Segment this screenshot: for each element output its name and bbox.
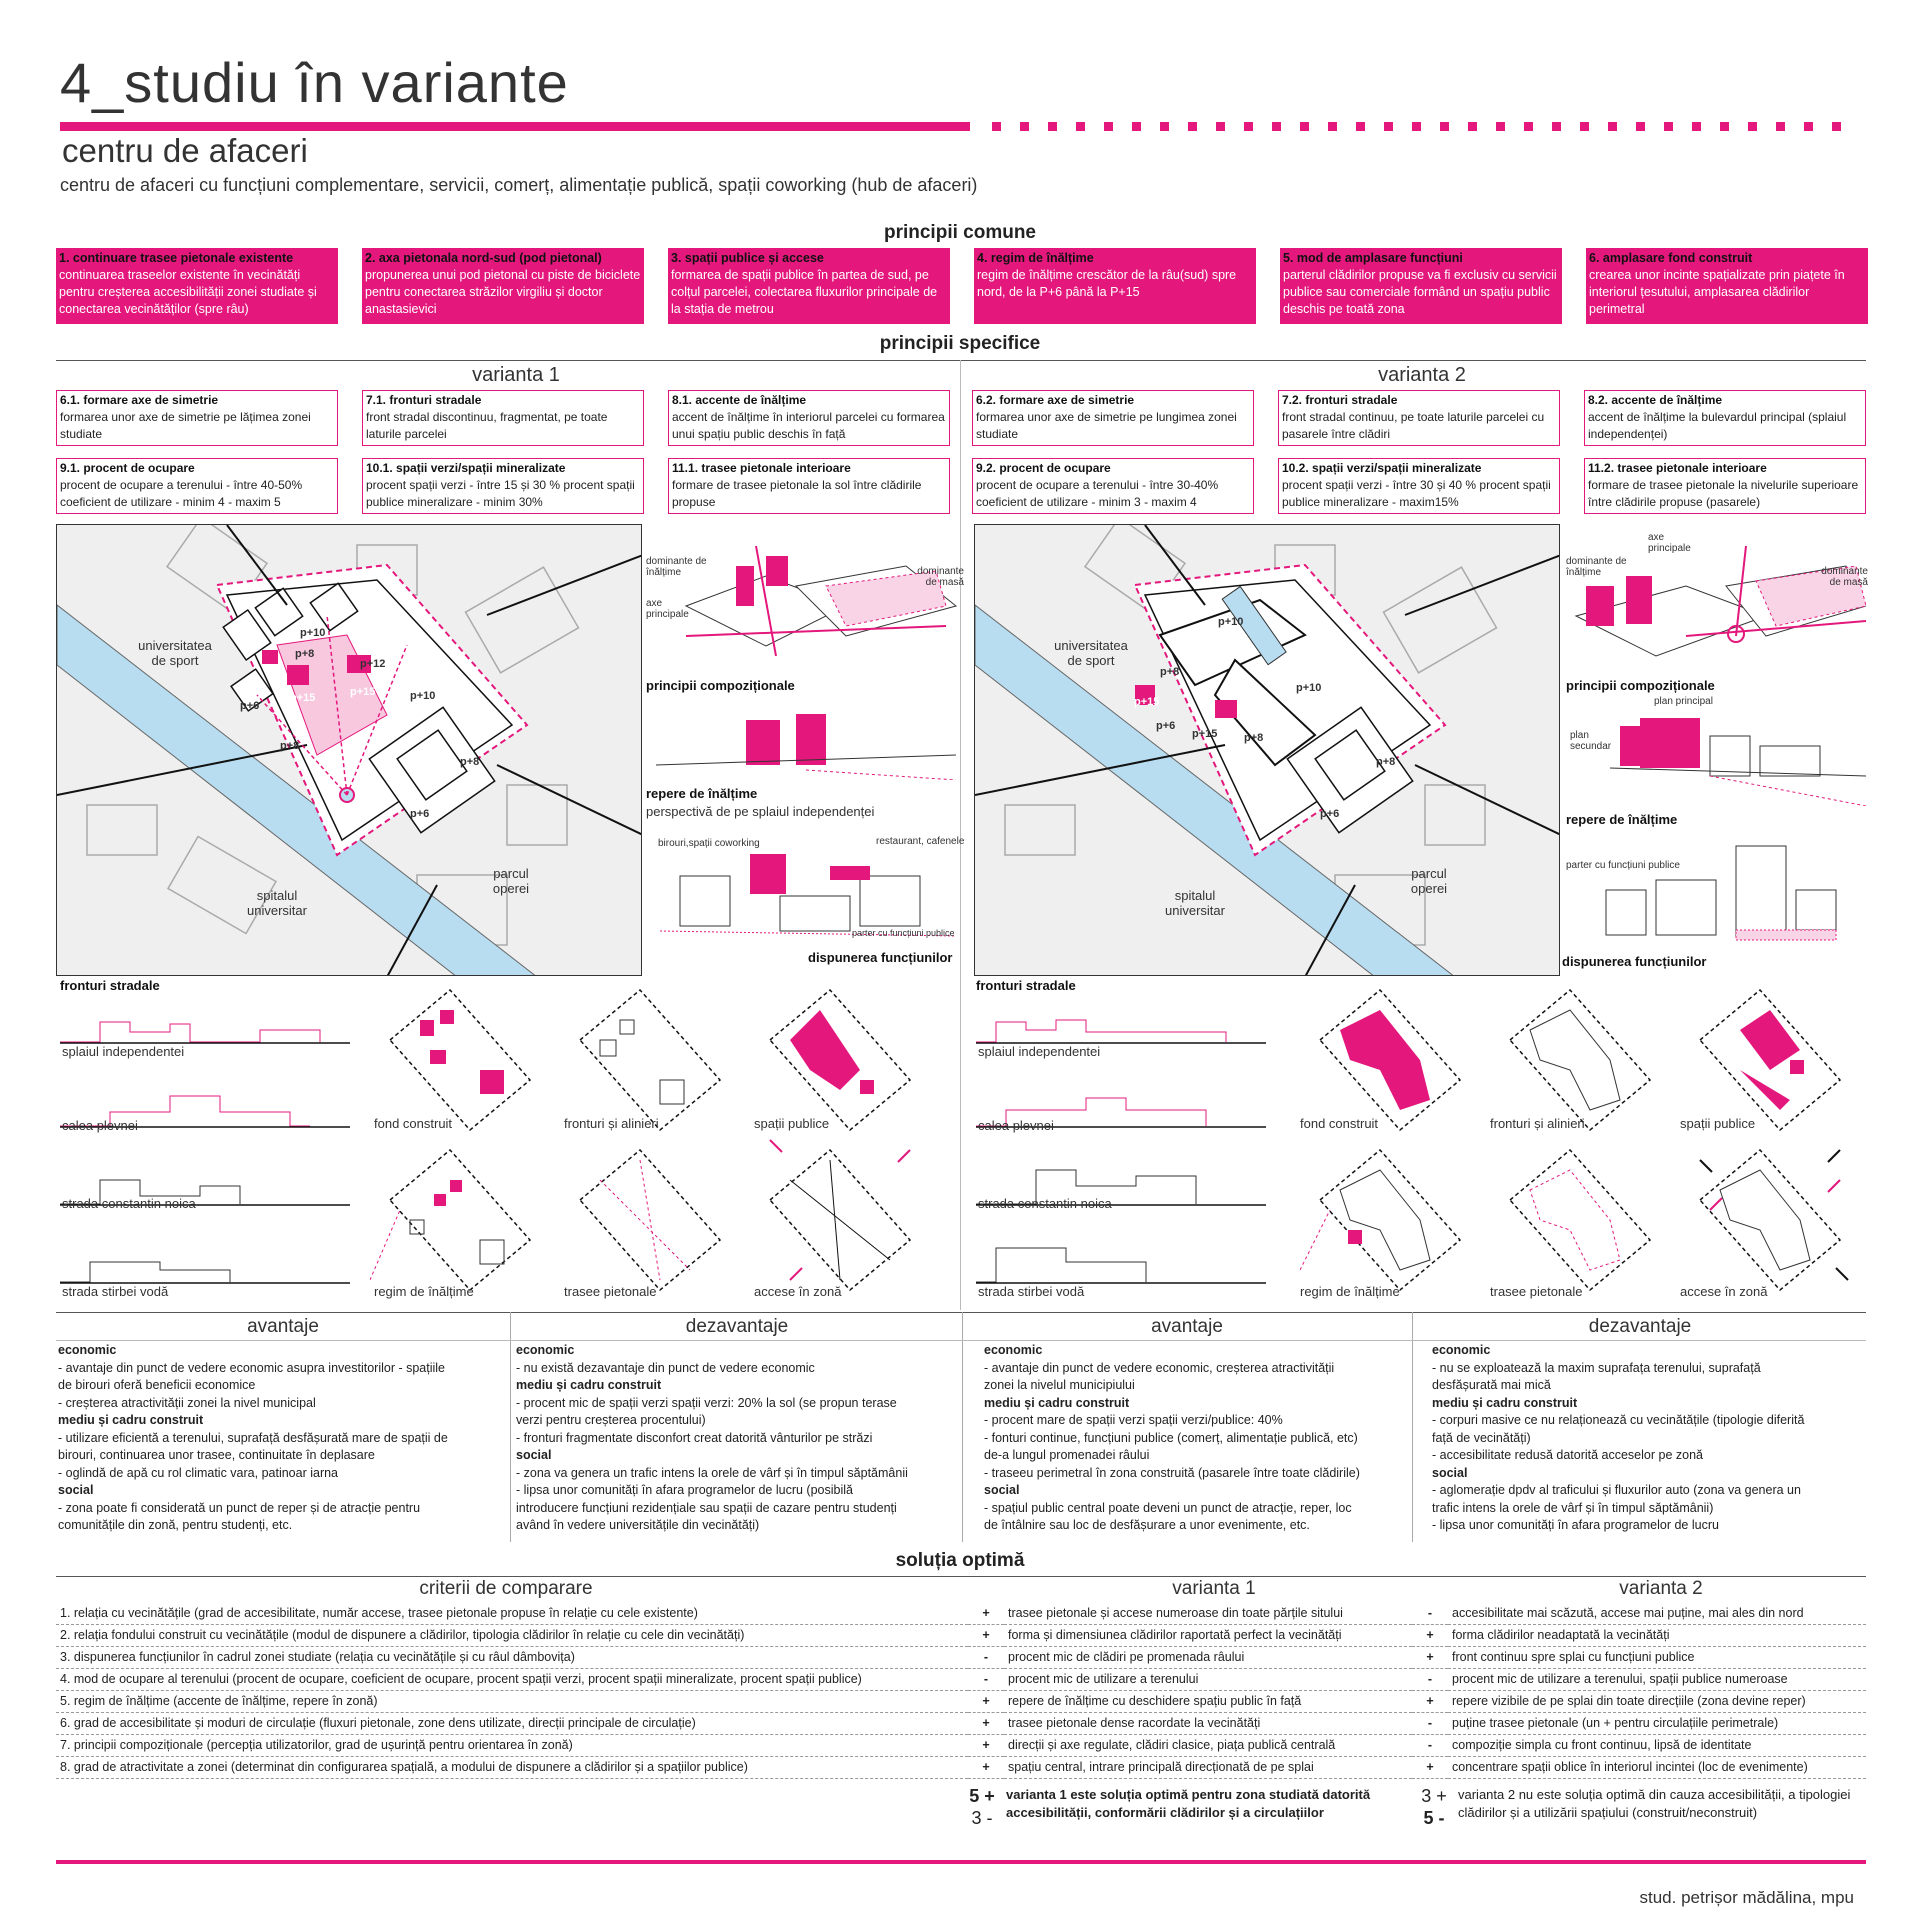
- v1-description-cell: forma și dimensiunea clădirilor raportată perfect la vecinătăți: [1004, 1624, 1412, 1646]
- v2-sign-cell: -: [1412, 1712, 1448, 1734]
- table-row: [56, 1712, 1866, 1734]
- criterion-cell: 1. relația cu vecinătățile (grad de accesibilitate, număr accese, trasee pietonale propuse în relație cu cele existente): [56, 1602, 968, 1624]
- divider: [56, 1340, 1866, 1341]
- v1-principle-11-1: 11.1. trasee pietonale interioare formare de trasee pietonale la sol între clădirile propuse: [668, 458, 950, 514]
- category-heading: economic: [58, 1343, 117, 1357]
- v1-score-plus: 5 +: [969, 1786, 995, 1806]
- height-label: p+6: [410, 808, 430, 820]
- v2-analysis-diagrams: [1300, 980, 1860, 1300]
- v2-score-plus: 3 +: [1421, 1786, 1447, 1806]
- list-item: - creșterea atractivității zonei la nivel municipal: [58, 1395, 316, 1410]
- label-axe-principale: axe principale: [646, 598, 689, 620]
- v2-principle-11-2: 11.2. trasee pietonale interioare formare de trasee pietonale la nivelurile superioare între clădirile propuse (pasarele): [1584, 458, 1866, 514]
- common-principle-6: 6. amplasare fond construit crearea unor incinte spațializate prin piațete în interiorul țesutului, amplasarea clădirilor perimetral: [1586, 248, 1868, 324]
- v2-conclusion: varianta 2 nu este soluția optimă din cauza accesibilității, a tipologiei clădirilor și a utilizării spațiului (construit/neconstruit): [1458, 1787, 1851, 1820]
- v1-principle-8-1: 8.1. accente de înălțime accent de înălțime în interiorul parcelei cu formarea unui spațiu public deschis în față: [668, 390, 950, 446]
- list-item: introducere funcțiuni rezidențiale sau spații de cazare pentru studenți: [516, 1500, 897, 1515]
- list-item: trafic intens la orele de vârf și în timpul săptămânii): [1432, 1500, 1714, 1515]
- common-principle-5: 5. mod de amplasare funcțiuni parterul clădirilor propuse va fi exclusiv cu servicii publice sau comerciale formând un spațiu public deschis pe toată zona: [1280, 248, 1562, 324]
- v2-advantages-heading: avantaje: [1151, 1316, 1223, 1337]
- comparison-table: [56, 1602, 1866, 1779]
- v2-principle-8-2: 8.2. accente de înălțime accent de înălțime la bulevardul principal (splaiul independenței): [1584, 390, 1866, 446]
- v1-sign-cell: -: [968, 1646, 1004, 1668]
- height-label: p+8: [280, 740, 300, 752]
- table-row: [56, 1756, 1866, 1778]
- height-label: p+6: [1320, 808, 1340, 820]
- label-axe-principale: axe principale: [1648, 532, 1691, 554]
- label-dispunerea: dispunerea funcțiunilor: [808, 950, 953, 965]
- v1-sign-cell: -: [968, 1668, 1004, 1690]
- criteria-heading: criterii de comparare: [419, 1578, 593, 1599]
- v1-principle-10-1: 10.1. spații verzi/spații mineralizate procent spații verzi - între 15 și 30 % procent spații publice mineralizare - minim 30%: [362, 458, 644, 514]
- map-label-hospital: spitalul universitar: [247, 888, 307, 918]
- table-row: [56, 1624, 1866, 1646]
- list-item: birouri, continuarea unor trasee, continuitate în deplasare: [58, 1448, 375, 1462]
- v1-principle-9-1: 9.1. procent de ocupare procent de ocupare a terenului - între 40-50% coeficient de utilizare - minim 4 - maxim 5: [56, 458, 338, 514]
- map-label-university: universitatea de sport: [1054, 638, 1128, 668]
- street-label: strada stirbei vodă: [978, 1284, 1085, 1299]
- category-heading: mediu și cadru construit: [1432, 1395, 1578, 1410]
- street-label: strada stirbei vodă: [62, 1284, 169, 1299]
- category-heading: economic: [1432, 1343, 1491, 1357]
- height-label: p+15: [350, 686, 376, 698]
- v1-principle-7-1: 7.1. fronturi stradale front stradal discontinuu, fragmentat, pe toate laturile parcelei: [362, 390, 644, 446]
- v1-sign-cell: +: [968, 1690, 1004, 1712]
- v1-score-minus: 3 -: [971, 1808, 993, 1828]
- v1-conclusion: varianta 1 este soluția optimă pentru zona studiată datorită accesibilității, conformării clădirilor și a circulațiilor: [1006, 1787, 1371, 1820]
- v2-description-cell: forma clădirilor neadaptată la vecinătăți: [1448, 1624, 1866, 1646]
- category-heading: mediu și cadru construit: [984, 1395, 1130, 1410]
- diagram-label: regim de înălțime: [374, 1284, 474, 1299]
- diagram-label: spații publice: [754, 1116, 830, 1131]
- site-plan-variant-1: [56, 524, 642, 976]
- page-subtitle: centru de afaceri: [62, 132, 308, 169]
- v2-sign-cell: +: [1412, 1690, 1448, 1712]
- height-label: p+6: [240, 700, 260, 712]
- common-principle-1: 1. continuare trasee pietonale existente continuarea traseelor existente în vecinătăți pentru creșterea accesibilității zonei studiate și conectarea vecinătăților (spre râu): [56, 248, 338, 324]
- height-label: p+10: [410, 690, 436, 702]
- variant-1-column-heading: varianta 1: [1172, 1578, 1256, 1599]
- v1-description-cell: trasee pietonale dense racordate la vecinătăți: [1004, 1712, 1412, 1734]
- map-label-park: parcul operei: [1410, 866, 1448, 896]
- map-label-university: universitatea de sport: [138, 638, 212, 668]
- list-item: - lipsa unor comunități în afara programelor de lucru: [1432, 1518, 1719, 1532]
- list-item: - traseeu perimetral în zona construită (pasarele între toate clădirile): [984, 1465, 1360, 1480]
- criterion-cell: 8. grad de atractivitate a zonei (determinat din configurarea spațială, a modului de dispunere a clădirilor și a spațiilor publice): [56, 1756, 968, 1778]
- list-item: verzi pentru creșterea procentului): [516, 1413, 706, 1427]
- list-item: desfășurată mai mică: [1432, 1378, 1551, 1392]
- height-label: p+8: [295, 648, 315, 660]
- list-item: - nu există dezavantaje din punct de vedere economic: [516, 1360, 815, 1375]
- common-principles-title: principii comune: [883, 222, 1037, 243]
- divider-vertical: [510, 1312, 511, 1542]
- v1-description-cell: repere de înălțime cu deschidere spațiu public în față: [1004, 1690, 1412, 1712]
- v2-sign-cell: -: [1412, 1602, 1448, 1624]
- v1-sign-cell: +: [968, 1602, 1004, 1624]
- page-title: 4_studiu în variante: [60, 51, 569, 114]
- title-dotted-bar: [992, 122, 1858, 131]
- list-item: - procent mare de spații verzi spații verzi/publice: 40%: [984, 1413, 1283, 1427]
- criterion-cell: 6. grad de accesibilitate și moduri de circulație (fluxuri pietonale, zone dens utilizate, direcții principale de circulație): [56, 1712, 968, 1734]
- diagram-label: trasee pietonale: [564, 1284, 657, 1299]
- label-plan-secundar: plan secundar: [1570, 730, 1612, 752]
- diagram-label: accese în zonă: [1680, 1284, 1768, 1299]
- diagram-label: fond construit: [1300, 1116, 1379, 1131]
- height-label: p+15: [1192, 728, 1218, 740]
- label-dominante-inaltime: dominante de înălțime: [646, 556, 707, 578]
- specific-principles-title: principii specifice: [879, 333, 1041, 354]
- fronts-title-v2: fronturi stradale: [976, 978, 1076, 993]
- table-row: [56, 1602, 1866, 1624]
- v2-sign-cell: -: [1412, 1734, 1448, 1756]
- criterion-cell: 4. mod de ocupare al terenului (procent de ocupare, coeficient de ocupare, procent spații verzi, procent spații mineralizate, procent spații publice): [56, 1668, 968, 1690]
- v1-sign-cell: +: [968, 1756, 1004, 1778]
- list-item: față de vecinătăți): [1432, 1430, 1531, 1445]
- v1-description-cell: trasee pietonale și accese numeroase din toate părțile sitului: [1004, 1602, 1412, 1624]
- table-row: [56, 1646, 1866, 1668]
- height-label: p+15: [290, 692, 316, 704]
- label-principii-compozitionale: principii compoziționale: [1566, 678, 1715, 693]
- label-restaurant: restaurant, cafenele: [876, 836, 965, 847]
- height-label: p+10: [300, 627, 326, 639]
- height-label: p+15: [1134, 696, 1160, 708]
- v2-description-cell: repere vizibile de pe splai din toate direcțiile (zona devine reper): [1448, 1690, 1866, 1712]
- v1-advantages-list: [58, 1342, 508, 1535]
- map-label-park: parcul operei: [492, 866, 530, 896]
- v1-sign-cell: +: [968, 1624, 1004, 1646]
- list-item: - accesibilitate redusă datorită acceselor pe zonă: [1432, 1448, 1703, 1462]
- list-item: - oglindă de apă cu rol climatic vara, patinoar iarna: [58, 1465, 339, 1480]
- diagram-label: accese în zonă: [754, 1284, 842, 1299]
- street-label: splaiul independentei: [978, 1044, 1101, 1059]
- v1-disadvantages-list: [516, 1342, 960, 1535]
- category-heading: mediu și cadru construit: [516, 1378, 662, 1392]
- v1-perspective: [656, 700, 956, 780]
- list-item: - avantaje din punct de vedere economic asupra investitorilor - spațiile: [58, 1360, 446, 1375]
- list-item: - lipsa unor comunități în afara programelor de lucru (posibilă: [516, 1483, 853, 1497]
- diagram-label: trasee pietonale: [1490, 1284, 1583, 1299]
- category-heading: social: [58, 1483, 94, 1497]
- height-label: p+12: [360, 658, 386, 670]
- street-label: strada constantin noica: [62, 1196, 196, 1211]
- v1-description-cell: procent mic de utilizare a terenului: [1004, 1668, 1412, 1690]
- common-principle-2: 2. axa pietonala nord-sud (pod pietonal) propunerea unui pod pietonal cu piste de biciclete pentru conectarea străzilor virgiliu și doctor anastasievici: [362, 248, 644, 324]
- list-item: - utilizare eficientă a terenului, suprafață desfășurată mare de spații de: [58, 1430, 448, 1445]
- label-perspectiva: perspectivă de pe splaiul independenței: [646, 804, 875, 819]
- footer-bar: [56, 1860, 1866, 1864]
- v2-description-cell: compoziție simpla cu front continuu, lipsă de identitate: [1448, 1734, 1866, 1756]
- v2-disadvantages-list: [1432, 1342, 1866, 1535]
- table-row: [56, 1690, 1866, 1712]
- v1-principle-6-1: 6.1. formare axe de simetrie formarea unor axe de simetrie pe lățimea zonei studiate: [56, 390, 338, 446]
- label-dispunerea: dispunerea funcțiunilor: [1562, 954, 1707, 969]
- v2-principle-6-2: 6.2. formare axe de simetrie formarea unor axe de simetrie pe lungimea zonei studiate: [972, 390, 1254, 446]
- height-label: p+6: [1156, 720, 1176, 732]
- label-principii-compozitionale: principii compoziționale: [646, 678, 795, 693]
- street-label: strada constantin noica: [978, 1196, 1112, 1211]
- v1-description-cell: procent mic de clădiri pe promenada râului: [1004, 1646, 1412, 1668]
- list-item: - corpuri masive ce nu relaționează cu vecinătățile (tipologie diferită: [1432, 1413, 1805, 1427]
- diagram-label: fond construit: [374, 1116, 453, 1131]
- common-principle-3: 3. spații publice și accese formarea de spații publice în partea de sud, pe colțul parcelei, colectarea fluxurilor principale de la stația de metrou: [668, 248, 950, 324]
- street-label: splaiul independentei: [62, 1044, 185, 1059]
- v1-sign-cell: +: [968, 1712, 1004, 1734]
- diagram-label: fronturi și alinieri: [564, 1116, 659, 1131]
- label-dominante-inaltime: dominante de înălțime: [1566, 556, 1627, 578]
- v1-advantages-heading: avantaje: [247, 1316, 319, 1337]
- category-heading: mediu și cadru construit: [58, 1413, 204, 1427]
- label-dominante-masa: dominante de masă: [917, 566, 964, 588]
- list-item: - avantaje din punct de vedere economic, creșterea atractivității: [984, 1360, 1335, 1375]
- list-item: de birouri oferă beneficii economice: [58, 1378, 256, 1392]
- v2-score-minus: 5 -: [1423, 1808, 1445, 1828]
- criterion-cell: 5. regim de înălțime (accente de înălțime, repere în zonă): [56, 1690, 968, 1712]
- v2-principle-10-2: 10.2. spații verzi/spații mineralizate procent spații verzi - între 30 și 40 % procent spații publice mineralizare - maxim15%: [1278, 458, 1560, 514]
- variant-divider: [960, 360, 961, 1310]
- label-dominante-masa: dominante de masă: [1821, 566, 1868, 588]
- list-item: de întâlnire sau loc de desfășurare a unor evenimente, etc.: [984, 1518, 1310, 1532]
- table-row: [56, 1734, 1866, 1756]
- v2-principle-9-2: 9.2. procent de ocupare procent de ocupare a terenului - între 30-40% coeficient de utilizare - minim 3 - maxim 4: [972, 458, 1254, 514]
- list-item: - aglomerație dpdv al traficului și fluxurilor auto (zona va genera un: [1432, 1483, 1801, 1497]
- list-item: - fronturi fragmentate disconfort creat datorită vânturilor pe străzi: [516, 1430, 873, 1445]
- list-item: - spațiul public central poate deveni un punct de atracție, reper, loc: [984, 1500, 1352, 1515]
- label-birouri: birouri,spații coworking: [658, 838, 760, 849]
- height-label: p+10: [1218, 616, 1244, 628]
- list-item: de-a lungul promenadei râului: [984, 1448, 1150, 1462]
- v2-functions-diagram: [1586, 840, 1866, 950]
- height-label: p+10: [1296, 682, 1322, 694]
- list-item: - fonturi continue, funcțiuni publice (comerț, alimentație publică, etc): [984, 1430, 1358, 1445]
- height-label: p+8: [1244, 732, 1264, 744]
- category-heading: economic: [516, 1343, 575, 1357]
- criterion-cell: 3. dispunerea funcțiunilor în cadrul zonei studiate (relația cu vecinătățile și cu râul dâmbovița): [56, 1646, 968, 1668]
- street-label: calea plevnei: [978, 1118, 1054, 1133]
- v2-description-cell: accesibilitate mai scăzută, accese mai puține, mai ales din nord: [1448, 1602, 1866, 1624]
- v2-description-cell: front continuu spre splai cu funcțiuni publice: [1448, 1646, 1866, 1668]
- list-item: zonei la nivelul municipiului: [984, 1378, 1135, 1392]
- label-parter: parter cu funcțiuni publice: [852, 928, 955, 938]
- v2-disadvantages-heading: dezavantaje: [1588, 1316, 1692, 1337]
- label-repere-inaltime: repere de înălțime: [1566, 812, 1678, 827]
- diagram-label: spații publice: [1680, 1116, 1756, 1131]
- v2-principle-7-2: 7.2. fronturi stradale front stradal continuu, pe toate laturile parcelei cu pasarele între clădiri: [1278, 390, 1560, 446]
- divider: [56, 1312, 1866, 1313]
- v2-sign-cell: -: [1412, 1668, 1448, 1690]
- list-item: - zona va genera un trafic intens la orele de vârf și în timpul săptămânii: [516, 1465, 908, 1480]
- v1-description-cell: spațiu central, intrare principală direcționată de pe splai: [1004, 1756, 1412, 1778]
- list-item: având în vedere universitățile din vecinătăți): [516, 1518, 760, 1532]
- list-item: - zona poate fi considerată un punct de reper și de atracție pentru: [58, 1500, 421, 1515]
- common-principle-4: 4. regim de înălțime regim de înălțime crescător de la râu(sud) spre nord, de la P+6 până la P+15: [974, 248, 1256, 324]
- label-plan-principal: plan principal: [1654, 696, 1713, 707]
- author-credit: stud. petrișor mădălina, mpu: [1639, 1888, 1854, 1907]
- v2-sign-cell: +: [1412, 1646, 1448, 1668]
- divider-vertical: [1412, 1312, 1413, 1542]
- v2-description-cell: procent mic de utilizare a terenului, spații publice numeroase: [1448, 1668, 1866, 1690]
- map-label-hospital: spitalul universitar: [1165, 888, 1225, 918]
- divider-vertical: [962, 1312, 963, 1542]
- v1-analysis-diagrams: [370, 980, 950, 1300]
- site-plan-variant-2: [974, 524, 1560, 976]
- category-heading: social: [1432, 1465, 1468, 1480]
- v2-advantages-list: [984, 1342, 1412, 1535]
- height-label: p+8: [1376, 756, 1396, 768]
- v2-sign-cell: +: [1412, 1624, 1448, 1646]
- title-bar: [60, 122, 970, 131]
- divider: [56, 1576, 1866, 1577]
- v2-description-cell: puține trasee pietonale (un + pentru circulațiile perimetrale): [1448, 1712, 1866, 1734]
- diagram-label: regim de înălțime: [1300, 1284, 1400, 1299]
- category-heading: economic: [984, 1343, 1043, 1357]
- diagram-label: fronturi și alinieri: [1490, 1116, 1585, 1131]
- list-item: - procent mic de spații verzi spații verzi: 20% la sol (se propun terase: [516, 1395, 897, 1410]
- fronts-title-v1: fronturi stradale: [60, 978, 160, 993]
- criterion-cell: 7. principii compoziționale (percepția utilizatorilor, grad de ușurință pentru orientarea în zonă): [56, 1734, 968, 1756]
- height-label: p+8: [1160, 666, 1180, 678]
- v1-sign-cell: +: [968, 1734, 1004, 1756]
- divider: [56, 360, 1866, 361]
- v1-description-cell: direcții și axe regulate, clădiri clasice, piața publică centrală: [1004, 1734, 1412, 1756]
- list-item: comunitățile din zonă, pentru studenți, etc.: [58, 1518, 293, 1532]
- v1-disadvantages-heading: dezavantaje: [685, 1316, 789, 1337]
- optimal-solution-title: soluția optimă: [895, 1550, 1025, 1571]
- height-label: p+8: [460, 756, 480, 768]
- category-heading: social: [984, 1483, 1020, 1497]
- street-label: calea plevnei: [62, 1118, 138, 1133]
- criterion-cell: 2. relația fondului construit cu vecinătățile (modul de dispunere a clădirilor, tipologia clădirilor în relație cu cele din vecinătăți): [56, 1624, 968, 1646]
- table-row: [56, 1668, 1866, 1690]
- v2-description-cell: concentrare spații oblice în interiorul incintei (loc de evenimente): [1448, 1756, 1866, 1778]
- variant-2-heading: varianta 2: [1378, 364, 1466, 386]
- page-description: centru de afaceri cu funcțiuni complementare, servicii, comerț, alimentație publică, spații coworking (hub de afaceri): [60, 175, 978, 195]
- variant-1-heading: varianta 1: [472, 364, 560, 386]
- variant-2-column-heading: varianta 2: [1619, 1578, 1703, 1599]
- label-repere-inaltime: repere de înălțime: [646, 786, 758, 801]
- v2-sign-cell: +: [1412, 1756, 1448, 1778]
- category-heading: social: [516, 1448, 552, 1462]
- list-item: - nu se exploatează la maxim suprafața terenului, suprafață: [1432, 1360, 1761, 1375]
- v2-perspective: [1610, 706, 1866, 806]
- label-parter: parter cu funcțiuni publice: [1566, 860, 1680, 871]
